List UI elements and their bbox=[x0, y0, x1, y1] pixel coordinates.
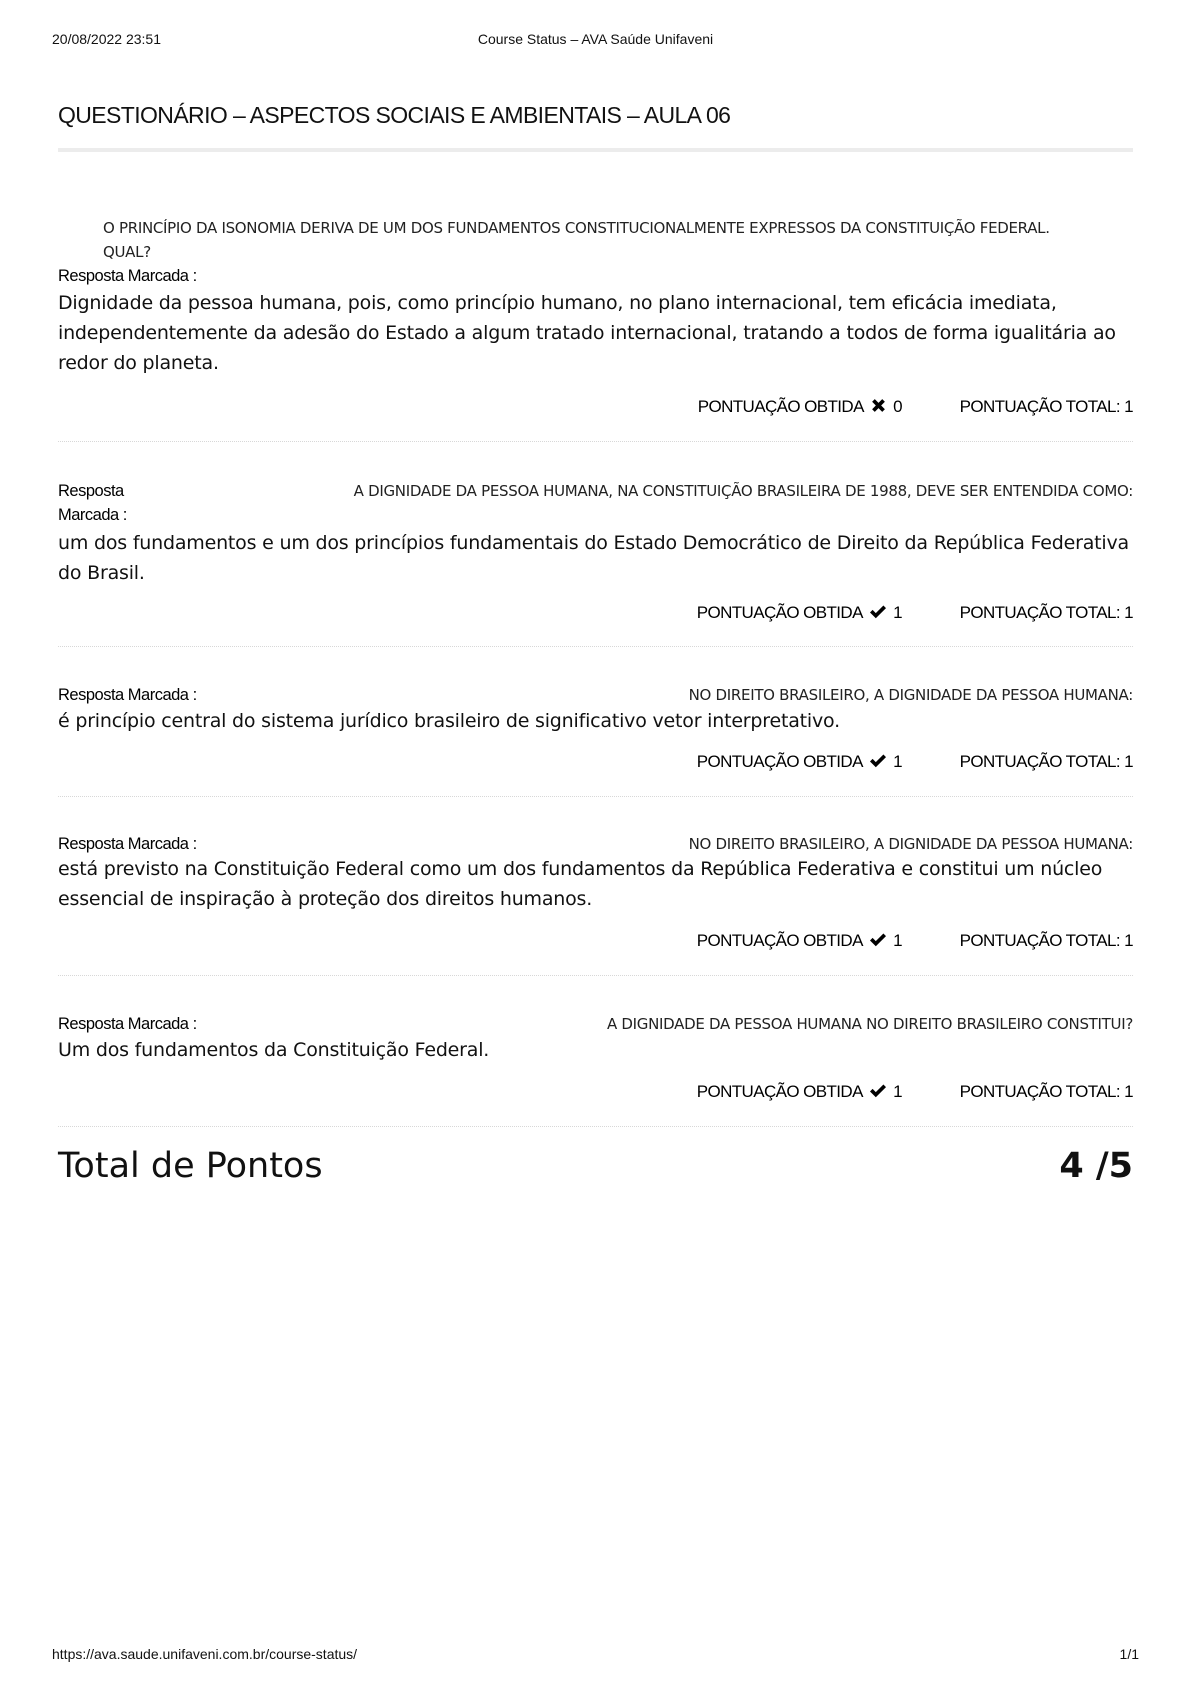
question-item bbox=[58, 216, 1133, 378]
score-row bbox=[58, 397, 1133, 421]
marked-answer: Um dos fundamentos da Constituição Federal. bbox=[58, 1039, 490, 1061]
cross-icon bbox=[870, 397, 887, 414]
score-row bbox=[58, 752, 1133, 776]
score-obtained-label: PONTUAÇÃO OBTIDA bbox=[696, 1082, 862, 1101]
score-obtained bbox=[697, 1082, 902, 1102]
question-text: NO DIREITO BRASILEIRO, A DIGNIDADE DA PESSOA HUMANA: bbox=[688, 686, 1133, 704]
score-obtained-value: 1 bbox=[893, 603, 902, 622]
total-points bbox=[58, 1146, 1133, 1196]
marked-answer: está previsto na Constituição Federal como um dos fundamentos da República Federativa e constitui um núcleo essencial de inspiração à proteção dos direitos humanos. bbox=[58, 858, 1103, 910]
score-obtained-label: PONTUAÇÃO OBTIDA bbox=[696, 931, 862, 950]
score-obtained bbox=[698, 397, 902, 417]
score-row bbox=[58, 1082, 1133, 1106]
question-separator bbox=[58, 441, 1133, 442]
print-page-title: Course Status – AVA Saúde Unifaveni bbox=[477, 31, 714, 47]
answer-label-line: Resposta bbox=[58, 482, 124, 500]
print-datetime: 20/08/2022 23:51 bbox=[52, 31, 161, 47]
print-footer bbox=[52, 1646, 1139, 1666]
print-url: https://ava.saude.unifaveni.com.br/course-status/ bbox=[52, 1646, 358, 1662]
check-icon bbox=[869, 753, 887, 769]
score-total: PONTUAÇÃO TOTAL: 1 bbox=[959, 603, 1133, 622]
score-total: PONTUAÇÃO TOTAL: 1 bbox=[959, 931, 1133, 950]
check-icon bbox=[869, 604, 887, 620]
marked-answer: Dignidade da pessoa humana, pois, como princípio humano, no plano internacional, tem eficácia imediata, independentemente da adesão do Estado a algum tratado internacional, tratando a todos de forma igualitária ao redor do planeta. bbox=[58, 292, 1116, 374]
question-text: NO DIREITO BRASILEIRO, A DIGNIDADE DA PESSOA HUMANA: bbox=[688, 835, 1133, 853]
question-text: A DIGNIDADE DA PESSOA HUMANA NO DIREITO BRASILEIRO CONSTITUI? bbox=[606, 1015, 1133, 1033]
score-obtained-value: 1 bbox=[893, 931, 902, 950]
marked-answer: um dos fundamentos e um dos princípios fundamentais do Estado Democrático de Direito da República Federativa do Brasil. bbox=[58, 532, 1129, 584]
question-text: A DIGNIDADE DA PESSOA HUMANA, NA CONSTITUIÇÃO BRASILEIRA DE 1988, DEVE SER ENTENDIDA COMO: bbox=[353, 482, 1133, 500]
question-separator bbox=[58, 975, 1133, 976]
score-obtained-label: PONTUAÇÃO OBTIDA bbox=[696, 603, 862, 622]
total-points-value: 4 /5 bbox=[1059, 1146, 1133, 1186]
total-points-label: Total de Pontos bbox=[58, 1146, 323, 1186]
quiz-title: QUESTIONÁRIO – ASPECTOS SOCIAIS E AMBIENTAIS – AULA 06 bbox=[58, 102, 731, 128]
score-obtained-label: PONTUAÇÃO OBTIDA bbox=[696, 752, 862, 771]
score-obtained bbox=[697, 931, 902, 951]
score-row bbox=[58, 603, 1133, 627]
score-obtained bbox=[697, 752, 902, 772]
score-obtained bbox=[697, 603, 902, 623]
answer-label: Resposta Marcada : bbox=[58, 1015, 197, 1033]
answer-label: Resposta Marcada : bbox=[58, 835, 197, 853]
score-row bbox=[58, 931, 1133, 955]
question-text: O PRINCÍPIO DA ISONOMIA DERIVA DE UM DOS FUNDAMENTOS CONSTITUCIONALMENTE EXPRESSOS DA CONSTITUIÇÃO FEDERAL. QUAL? bbox=[103, 219, 1050, 261]
score-total: PONTUAÇÃO TOTAL: 1 bbox=[959, 752, 1133, 771]
score-total: PONTUAÇÃO TOTAL: 1 bbox=[959, 397, 1133, 416]
answer-label bbox=[58, 479, 127, 527]
question-separator bbox=[58, 796, 1133, 797]
answer-label: Resposta Marcada : bbox=[58, 686, 197, 704]
question-separator bbox=[58, 646, 1133, 647]
check-icon bbox=[869, 1083, 887, 1099]
answer-label-line: Marcada : bbox=[58, 506, 127, 524]
question-separator bbox=[58, 1126, 1133, 1127]
title-divider bbox=[58, 148, 1133, 152]
check-icon bbox=[869, 932, 887, 948]
score-obtained-value: 1 bbox=[893, 1082, 902, 1101]
score-total: PONTUAÇÃO TOTAL: 1 bbox=[959, 1082, 1133, 1101]
print-page-number: 1/1 bbox=[1119, 1646, 1139, 1662]
answer-label: Resposta Marcada : bbox=[58, 267, 197, 285]
score-obtained-label: PONTUAÇÃO OBTIDA bbox=[697, 397, 863, 416]
score-obtained-value: 1 bbox=[893, 752, 902, 771]
score-obtained-value: 0 bbox=[893, 397, 902, 416]
print-header bbox=[52, 31, 1139, 51]
marked-answer: é princípio central do sistema jurídico brasileiro de significativo vetor interpretativo. bbox=[58, 710, 840, 732]
